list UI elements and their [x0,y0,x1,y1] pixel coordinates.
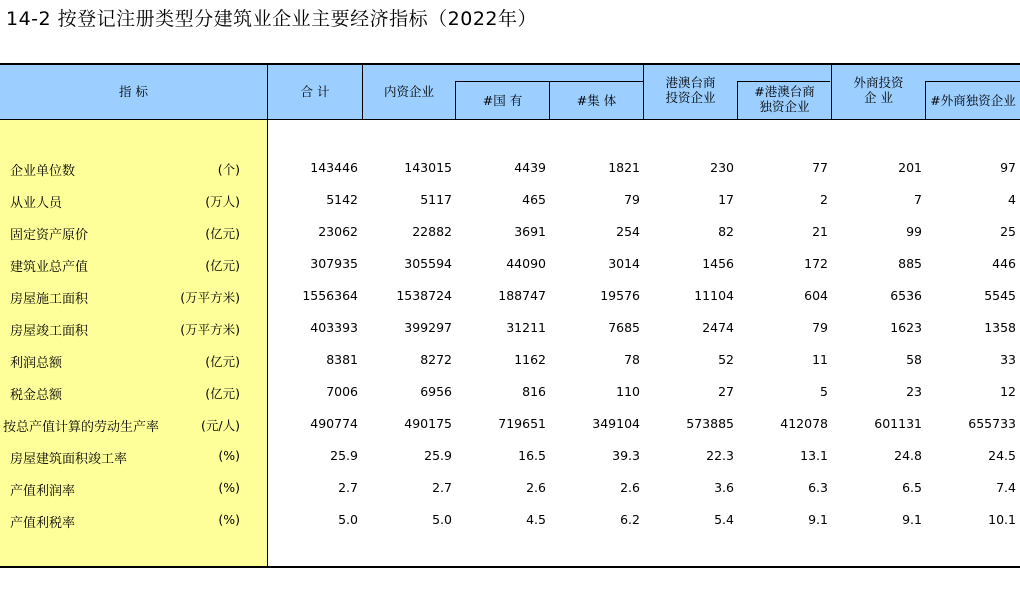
cell-value: 5117 [420,192,452,207]
header-indicator: 指 标 [119,84,148,99]
cell-value: 2474 [702,320,734,335]
cell-value: 25 [1000,224,1016,239]
row-unit: (%) [218,512,240,527]
cell-value: 22882 [412,224,452,239]
cell-value: 1358 [984,320,1016,335]
cell-value: 601131 [874,416,922,431]
cell-value: 78 [624,352,640,367]
cell-value: 7.4 [996,480,1016,495]
cell-value: 188747 [498,288,546,303]
cell-value: 604 [804,288,828,303]
header-hmt-sole [738,84,831,114]
cell-value: 25.9 [424,448,452,463]
header-hmt [644,75,737,105]
cell-value: 24.8 [894,448,922,463]
cell-value: 8381 [326,352,358,367]
cell-value: 6536 [890,288,922,303]
cell-value: 19576 [600,288,640,303]
header-collective: #集 体 [576,93,617,108]
row-unit: (亿元) [205,258,240,273]
cell-value: 7 [914,192,922,207]
cell-value: 254 [616,224,640,239]
cell-value: 2.7 [432,480,452,495]
cell-value: 24.5 [988,448,1016,463]
cell-value: 5545 [984,288,1016,303]
cell-value: 5 [820,384,828,399]
row-unit: (万平方米) [180,322,240,337]
cell-value: 31211 [506,320,546,335]
row-unit: (元/人) [201,418,240,433]
cell-value: 7685 [608,320,640,335]
header-foreign-line1: 外商投资 [853,75,904,90]
cell-value: 2.7 [338,480,358,495]
cell-value: 5.4 [714,512,734,527]
row-unit: (亿元) [205,226,240,241]
cell-value: 230 [710,160,734,175]
cell-value: 349104 [592,416,640,431]
cell-value: 6.3 [808,480,828,495]
cell-value: 201 [898,160,922,175]
cell-value: 5.0 [338,512,358,527]
vrule-indicator [267,65,268,567]
cell-value: 6.2 [620,512,640,527]
cell-value: 172 [804,256,828,271]
cell-value: 52 [718,352,734,367]
header-total: 合 计 [300,84,330,99]
cell-value: 99 [906,224,922,239]
header-foreign-line2: 企 业 [864,90,893,105]
cell-value: 3691 [514,224,546,239]
bottom-rule [0,566,1020,568]
row-unit: (亿元) [205,354,240,369]
cell-value: 465 [522,192,546,207]
cell-value: 490175 [404,416,452,431]
cell-value: 11104 [694,288,734,303]
row-unit: (%) [218,448,240,463]
cell-value: 143015 [404,160,452,175]
cell-value: 5142 [326,192,358,207]
cell-value: 110 [616,384,640,399]
cell-value: 399297 [404,320,452,335]
cell-value: 307935 [310,256,358,271]
row-unit: (个) [217,162,240,177]
cell-value: 1556364 [302,288,358,303]
cell-value: 885 [898,256,922,271]
top-rule [0,63,1020,65]
cell-value: 21 [812,224,828,239]
row-label: 产值利润率 [10,484,76,499]
cell-value: 10.1 [988,512,1016,527]
cell-value: 6.5 [902,480,922,495]
cell-value: 1623 [890,320,922,335]
cell-value: 1538724 [396,288,452,303]
row-unit: (万平方米) [180,290,240,305]
cell-value: 23 [906,384,922,399]
cell-value: 33 [1000,352,1016,367]
header-bottom-rule [0,119,1020,120]
cell-value: 2.6 [620,480,640,495]
cell-value: 3.6 [714,480,734,495]
cell-value: 82 [718,224,734,239]
cell-value: 403393 [310,320,358,335]
cell-value: 13.1 [800,448,828,463]
cell-value: 25.9 [330,448,358,463]
row-unit: (%) [218,480,240,495]
cell-value: 412078 [780,416,828,431]
cell-value: 3014 [608,256,640,271]
row-label: 产值利税率 [10,516,76,531]
cell-value: 2 [820,192,828,207]
cell-value: 8272 [420,352,452,367]
header-hmt-sole-line2: 独资企业 [759,99,810,114]
header-hmt-line1: 港澳台商 [665,75,716,90]
row-unit: (万人) [205,194,240,209]
header-hmt-sole-line1: #港澳台商 [754,84,815,99]
cell-value: 79 [624,192,640,207]
cell-value: 9.1 [902,512,922,527]
cell-value: 490774 [310,416,358,431]
header-state-owned: #国 有 [482,93,523,108]
row-label: 房屋竣工面积 [10,324,89,339]
cell-value: 6956 [420,384,452,399]
cell-value: 816 [522,384,546,399]
cell-value: 655733 [968,416,1016,431]
cell-value: 44090 [506,256,546,271]
cell-value: 4.5 [526,512,546,527]
header-domestic: 内资企业 [383,84,434,99]
row-label: 税金总额 [10,388,63,403]
row-label: 企业单位数 [10,164,76,179]
cell-value: 11 [812,352,828,367]
cell-value: 9.1 [808,512,828,527]
row-label: 从业人员 [10,196,63,211]
cell-value: 305594 [404,256,452,271]
header-foreign [832,75,925,105]
cell-value: 1456 [702,256,734,271]
header-foreign-sole: #外商独资企业 [930,93,1016,108]
cell-value: 79 [812,320,828,335]
row-label: 按总产值计算的劳动生产率 [3,420,160,435]
cell-value: 22.3 [706,448,734,463]
cell-value: 4 [1008,192,1016,207]
row-label: 房屋施工面积 [10,292,89,307]
cell-value: 97 [1000,160,1016,175]
subheader-rule-hmt [737,81,830,82]
cell-value: 2.6 [526,480,546,495]
cell-value: 719651 [498,416,546,431]
subheader-rule-foreign [925,81,1020,82]
cell-value: 12 [1000,384,1016,399]
cell-value: 573885 [686,416,734,431]
cell-value: 27 [718,384,734,399]
cell-value: 17 [718,192,734,207]
cell-value: 5.0 [432,512,452,527]
cell-value: 16.5 [518,448,546,463]
cell-value: 77 [812,160,828,175]
page-title: 14-2 按登记注册类型分建筑业企业主要经济指标（2022年） [6,8,538,30]
cell-value: 58 [906,352,922,367]
row-label: 房屋建筑面积竣工率 [10,452,128,467]
cell-value: 39.3 [612,448,640,463]
cell-value: 446 [992,256,1016,271]
row-label: 固定资产原价 [10,228,89,243]
row-label: 利润总额 [10,356,63,371]
cell-value: 1821 [608,160,640,175]
row-label: 建筑业总产值 [10,260,89,275]
cell-value: 23062 [318,224,358,239]
header-hmt-line2: 投资企业 [665,90,716,105]
cell-value: 7006 [326,384,358,399]
cell-value: 143446 [310,160,358,175]
cell-value: 4439 [514,160,546,175]
row-unit: (亿元) [205,386,240,401]
indicator-column-band [0,120,267,567]
cell-value: 1162 [514,352,546,367]
